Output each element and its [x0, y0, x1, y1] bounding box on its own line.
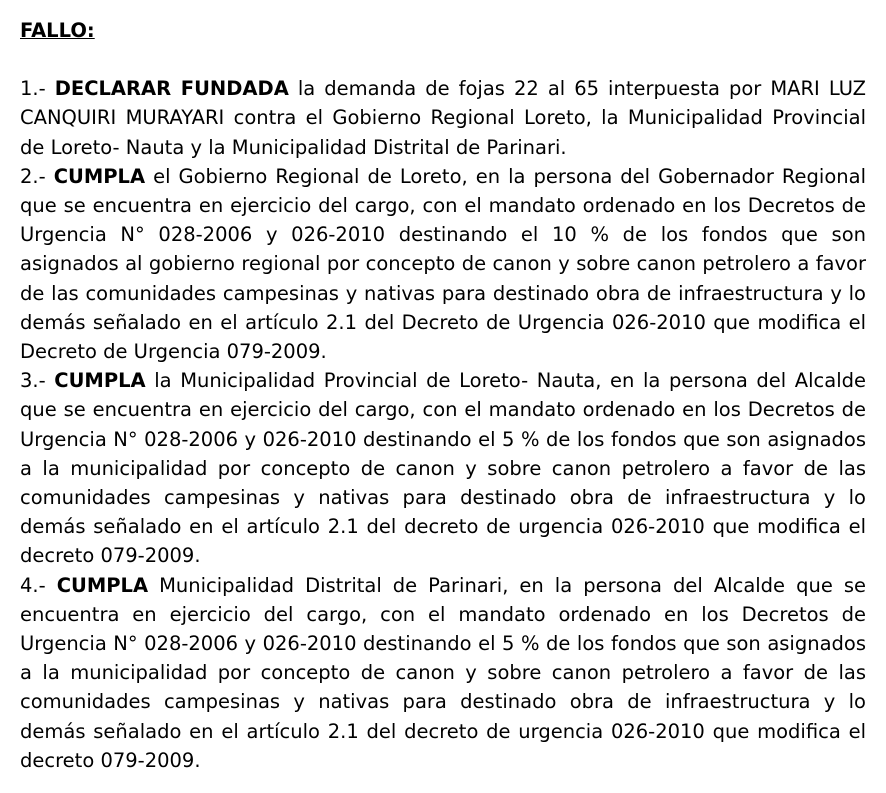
item-keyword: CUMPLA — [53, 164, 146, 188]
ruling-item-2 — [20, 162, 866, 366]
ruling-item-1 — [20, 74, 866, 162]
item-number: 3.- — [20, 369, 46, 393]
item-keyword: CUMPLA — [56, 573, 149, 597]
item-text: la demanda de fojas 22 al 65 interpuesta por MARI LUZ CANQUIRI MURAYARI contra el Gobierno Regional Loreto, la Municipalidad Provincial de Loreto- Nauta y la Municipalidad Distrital de Parinari. — [20, 77, 867, 159]
item-number: 2.- — [20, 164, 46, 188]
item-keyword: DECLARAR FUNDADA — [54, 77, 289, 101]
page-title: FALLO: — [20, 19, 95, 42]
item-number: 4.- — [20, 573, 46, 597]
item-text: Municipalidad Distrital de Parinari, en la persona del Alcalde que se encuentra en ejercicio del cargo, con el mandato ordenado en los Decretos de Urgencia N° 028-2006 y 026-2010 destinando el 5 % de los fondos que son asignados a la municipalidad por concepto de canon y sobre canon petrolero a favor de las comunidades campesinas y nativas para destinado obra de infraestructura y lo demás señalado en el artículo 2.1 del decreto de urgencia 026-2010 que modifica el decreto 079-2009. — [20, 573, 866, 772]
ruling-item-4 — [20, 571, 866, 775]
ruling-item-3 — [20, 366, 866, 570]
item-number: 1.- — [20, 77, 46, 101]
item-text: la Municipalidad Provincial de Loreto- Nauta, en la persona del Alcalde que se encuentra en ejercicio del cargo, con el mandato ordenado en los Decretos de Urgencia N° 028-2006 y 026-2010 destinando el 5 % de los fondos que son asignados a la municipalidad por concepto de canon y sobre canon petrolero a favor de las comunidades campesinas y nativas para destinado obra de infraestructura y lo demás señalado en el artículo 2.1 del decreto de urgencia 026-2010 que modifica el decreto 079-2009. — [20, 369, 866, 568]
item-keyword: CUMPLA — [54, 369, 146, 393]
item-text: el Gobierno Regional de Loreto, en la persona del Gobernador Regional que se encuentra en ejercicio del cargo, con el mandato ordenado en los Decretos de Urgencia N° 028-2006 y 026-2010 destinando el 10 % de los fondos que son asignados al gobierno regional por concepto de canon y sobre canon petrolero a favor de las comunidades campesinas y nativas para destinado obra de infraestructura y lo demás señalado en el artículo 2.1 del Decreto de Urgencia 026-2010 que modifica el Decreto de Urgencia 079-2009. — [20, 164, 866, 364]
